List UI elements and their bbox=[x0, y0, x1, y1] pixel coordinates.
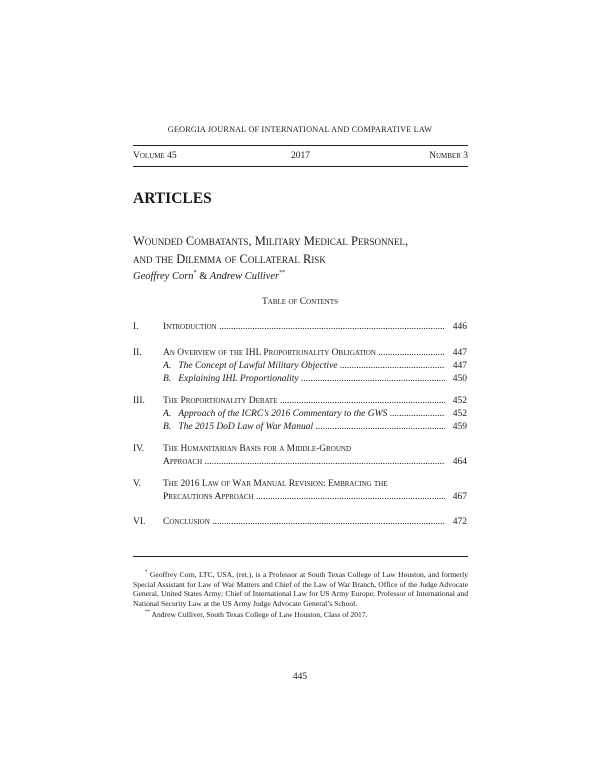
footnotes bbox=[133, 568, 468, 620]
toc-page: 447 bbox=[452, 361, 467, 371]
toc-entry[interactable] bbox=[133, 516, 467, 529]
toc-page: 472 bbox=[452, 517, 467, 527]
toc-title-line: The Humanitarian Basis for a Middle-Ground bbox=[163, 444, 352, 454]
toc-sub-letter: B. bbox=[163, 422, 172, 432]
toc-title: Approach of the ICRC’s 2016 Commentary to the GWS bbox=[178, 409, 388, 419]
author-separator: & bbox=[199, 271, 208, 282]
toc-page: 450 bbox=[452, 374, 467, 384]
number-label: Number 3 bbox=[429, 151, 468, 161]
toc-entry[interactable] bbox=[133, 395, 467, 408]
article-title-line-2: and the Dilemma of Collateral Risk bbox=[133, 252, 326, 266]
toc-heading: Table of Contents bbox=[262, 297, 338, 307]
header-rule-top bbox=[133, 145, 468, 146]
toc-number: III. bbox=[133, 396, 145, 406]
toc-title: Precautions Approach bbox=[163, 492, 254, 502]
author-name: Andrew Culliver bbox=[209, 271, 280, 282]
footnote-text: Geoffrey Corn, LTC, USA, (ret.), is a Professor at South Texas College of Law Houston, and formerly Special Assistant for Law of War Matters and Chief of the Law of War Branch, Office of the Judge Advocate General, United States Army; Chief of International Law for US Army Europe; Professor of International and National Security Law at the US Army Judge Advocate General’s School. bbox=[133, 570, 468, 608]
footnote-separator bbox=[133, 556, 468, 557]
footnote-mark: * bbox=[145, 570, 148, 575]
toc-title: Introduction bbox=[163, 322, 217, 332]
toc-title: Explaining IHL Proportionality bbox=[178, 374, 299, 384]
footnote-text: Andrew Culliver, South Texas College of Law Houston, Class of 2017. bbox=[151, 610, 368, 620]
toc-title: Conclusion bbox=[163, 517, 210, 527]
toc-entry[interactable] bbox=[133, 321, 467, 334]
author-footnote-mark: * bbox=[193, 270, 197, 276]
page-number: 445 bbox=[292, 672, 308, 682]
toc-entry-continued[interactable] bbox=[133, 491, 467, 504]
toc-page: 459 bbox=[452, 422, 467, 432]
author-line bbox=[133, 270, 285, 282]
header-rule-bottom bbox=[133, 166, 468, 167]
toc-subentry[interactable] bbox=[133, 408, 467, 421]
toc-subentry[interactable] bbox=[133, 360, 467, 373]
footnote-mark: ** bbox=[145, 610, 150, 616]
article-title bbox=[133, 232, 473, 268]
toc-title: The 2015 DoD Law of War Manual bbox=[178, 422, 314, 432]
toc-number: II. bbox=[133, 348, 142, 358]
footnote bbox=[133, 568, 468, 608]
toc-entry[interactable] bbox=[133, 347, 467, 360]
toc-page: 446 bbox=[452, 322, 467, 332]
volume-label: Volume 45 bbox=[133, 151, 177, 161]
toc-page: 452 bbox=[452, 409, 467, 419]
toc-number: IV. bbox=[133, 444, 145, 454]
toc-title: The Proportionality Debate bbox=[163, 396, 278, 406]
toc-title: Approach bbox=[163, 457, 203, 467]
toc-page: 467 bbox=[452, 492, 467, 502]
author-footnote-mark: ** bbox=[279, 270, 286, 276]
year-label: 2017 bbox=[291, 151, 310, 161]
article-title-line-1: Wounded Combatants, Military Medical Personnel, bbox=[133, 234, 409, 248]
toc-page: 447 bbox=[452, 348, 467, 358]
toc-entry-continued[interactable] bbox=[133, 456, 467, 469]
toc-subentry[interactable] bbox=[133, 421, 467, 434]
section-heading: ARTICLES bbox=[133, 190, 212, 207]
journal-title: GEORGIA JOURNAL OF INTERNATIONAL AND COMPARATIVE LAW bbox=[167, 125, 433, 134]
toc-title: An Overview of the IHL Proportionality Obligation bbox=[163, 348, 376, 358]
toc-page: 452 bbox=[452, 396, 467, 406]
toc-title: The Concept of Lawful Military Objective bbox=[178, 361, 338, 371]
toc-subentry[interactable] bbox=[133, 373, 467, 386]
toc-number: V. bbox=[133, 479, 142, 489]
toc-sub-letter: B. bbox=[163, 374, 172, 384]
toc-sub-letter: A. bbox=[163, 361, 172, 371]
toc-number: VI. bbox=[133, 517, 146, 527]
toc-sub-letter: A. bbox=[163, 409, 172, 419]
toc-page: 464 bbox=[452, 457, 467, 467]
author-name: Geoffrey Corn bbox=[133, 271, 194, 282]
toc-number: I. bbox=[133, 322, 139, 332]
toc-title-line: The 2016 Law of War Manual Revision: Embracing the bbox=[163, 479, 388, 489]
footnote bbox=[133, 608, 468, 620]
